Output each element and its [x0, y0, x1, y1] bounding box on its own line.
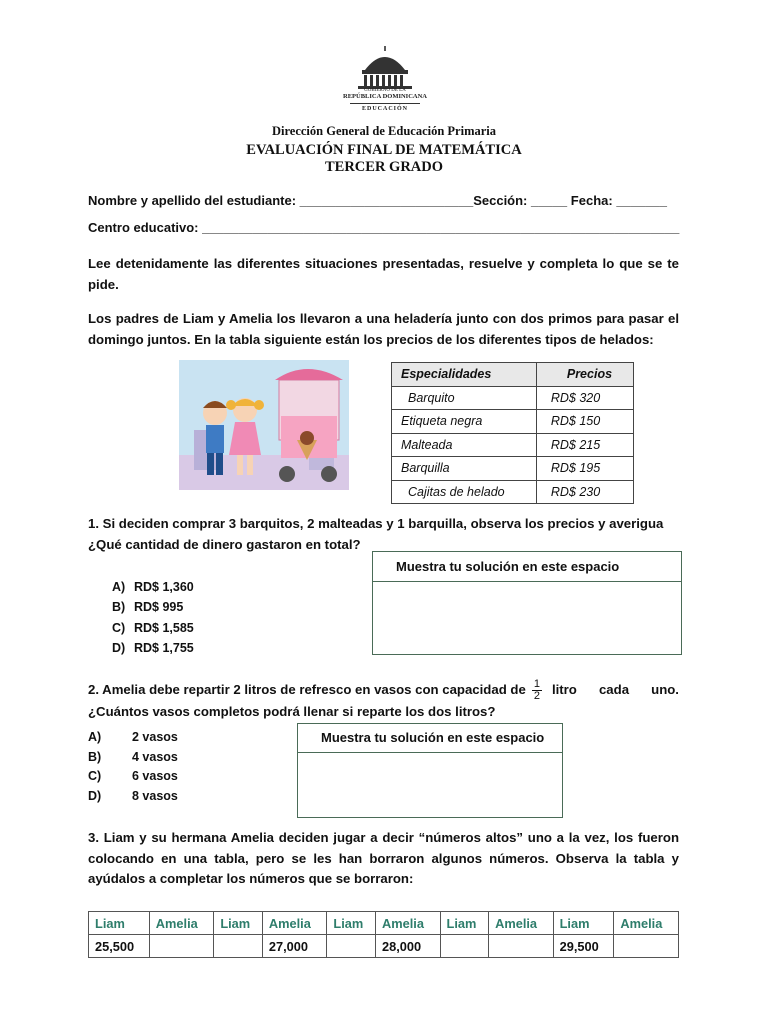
ice-cream-illustration: [179, 360, 349, 490]
column-header: Amelia: [149, 912, 214, 935]
blank-cell[interactable]: [214, 935, 263, 958]
specialties-header: Especialidades: [392, 363, 537, 387]
question-2-text: [88, 679, 679, 723]
word-litro: litro: [551, 682, 577, 698]
solution-box-label: Muestra tu solución en este espacio: [373, 552, 681, 582]
word-uno: uno.: [651, 682, 679, 698]
item-name: Barquito: [392, 386, 537, 410]
center-label: Centro educativo:: [88, 220, 199, 235]
option-c[interactable]: C) 6 vasos: [88, 769, 178, 783]
number-cell: 27,000: [262, 935, 327, 958]
question-2-part-c: ¿Cuántos vasos completos podrá llenar si reparte los dos litros?: [88, 704, 496, 719]
direction-heading: Dirección General de Educación Primaria: [271, 124, 497, 138]
item-name: Malteada: [392, 433, 537, 457]
blank-cell[interactable]: [614, 935, 679, 958]
number-cell: 29,500: [553, 935, 614, 958]
column-header: Liam: [214, 912, 263, 935]
question-3-text: 3. Liam y su hermana Amelia deciden jugar a decir “números altos” uno a la vez, los fueron colocando en una tabla, pero se les han borraron algunos números. Observa la tabla y ayúdalos a completar los números que se borraron:: [88, 830, 679, 886]
question-1-options: [112, 577, 194, 658]
solution-box-label: Muestra tu solución en este espacio: [298, 724, 562, 753]
numbers-table: [88, 911, 679, 958]
option-c[interactable]: C) RD$ 1,585: [112, 620, 194, 635]
instructions: Lee detenidamente las diferentes situaciones presentadas, resuelve y completa lo que se te pide.: [88, 256, 679, 292]
logo-line-2: REPÚBLICA DOMINICANA: [343, 93, 427, 100]
one-half-fraction: [532, 679, 542, 702]
option-b[interactable]: B) 4 vasos: [88, 749, 178, 764]
grade-heading: TERCER GRADO: [324, 159, 444, 175]
solution-box-2[interactable]: [297, 723, 563, 818]
date-field[interactable]: _______: [616, 193, 667, 208]
column-header: Liam: [327, 912, 376, 935]
item-price: RD$ 195: [536, 457, 633, 481]
table-row: [392, 480, 634, 504]
logo-line-1: GOBIERNO DE LA: [364, 88, 406, 93]
option-a[interactable]: A) RD$ 1,360: [112, 580, 194, 594]
option-b[interactable]: B) RD$ 995: [112, 600, 184, 615]
fraction-numerator: 1: [533, 678, 540, 690]
student-info-line: [88, 193, 688, 208]
name-label: Nombre y apellido del estudiante:: [88, 193, 297, 208]
number-cell: 25,500: [89, 935, 150, 958]
item-price: RD$ 215: [536, 433, 633, 457]
date-label: Fecha:: [570, 193, 613, 208]
fraction-denominator: 2: [533, 690, 540, 702]
question-2-part-a: 2. Amelia debe repartir 2 litros de refresco en vasos con capacidad de: [88, 682, 526, 698]
solution-box-1[interactable]: [372, 551, 682, 655]
column-header: Amelia: [262, 912, 327, 935]
name-field[interactable]: ________________________: [299, 193, 474, 208]
center-field[interactable]: __________________________________________________________________: [202, 220, 680, 235]
item-name: Etiqueta negra: [392, 410, 537, 434]
section-field[interactable]: _____: [531, 193, 568, 208]
item-price: RD$ 230: [536, 480, 633, 504]
table-row: [392, 386, 634, 410]
context-paragraph: Los padres de Liam y Amelia los llevaron a una heladería junto con dos primos para pasar el domingo juntos. En la tabla siguiente están los precios de los diferentes tipos de helados:: [88, 311, 679, 347]
item-price: RD$ 150: [536, 410, 633, 434]
table-row: [89, 935, 679, 958]
blank-cell[interactable]: [489, 935, 554, 958]
column-header: Liam: [440, 912, 489, 935]
column-header: Liam: [89, 912, 150, 935]
blank-cell[interactable]: [327, 935, 376, 958]
section-label: Sección:: [473, 193, 528, 208]
option-a[interactable]: A) 2 vasos: [88, 730, 178, 744]
option-d[interactable]: D) RD$ 1,755: [112, 640, 194, 655]
exam-title: EVALUACIÓN FINAL DE MATEMÁTICA: [246, 142, 522, 158]
blank-cell[interactable]: [149, 935, 214, 958]
column-header: Amelia: [375, 912, 440, 935]
table-row: [392, 433, 634, 457]
question-1-text: 1. Si deciden comprar 3 barquitos, 2 malteadas y 1 barquilla, observa los precios y averigua ¿Qué cantidad de dinero gastaron en total?: [88, 516, 664, 552]
prices-header: Precios: [536, 363, 633, 387]
price-table: [391, 362, 634, 504]
table-row: [392, 410, 634, 434]
word-cada: cada: [598, 682, 630, 698]
school-info-line: [88, 220, 688, 235]
blank-cell[interactable]: [440, 935, 489, 958]
table-row: [392, 457, 634, 481]
option-d[interactable]: D) 8 vasos: [88, 788, 178, 803]
item-name: Cajitas de helado: [392, 480, 537, 504]
column-header: Amelia: [614, 912, 679, 935]
question-2-options: [88, 728, 178, 806]
ministry-logo: [330, 42, 440, 122]
item-name: Barquilla: [392, 457, 537, 481]
item-price: RD$ 320: [536, 386, 633, 410]
column-header: Amelia: [489, 912, 554, 935]
number-cell: 28,000: [375, 935, 440, 958]
column-header: Liam: [553, 912, 614, 935]
logo-line-3: EDUCACIÓN: [361, 106, 408, 112]
